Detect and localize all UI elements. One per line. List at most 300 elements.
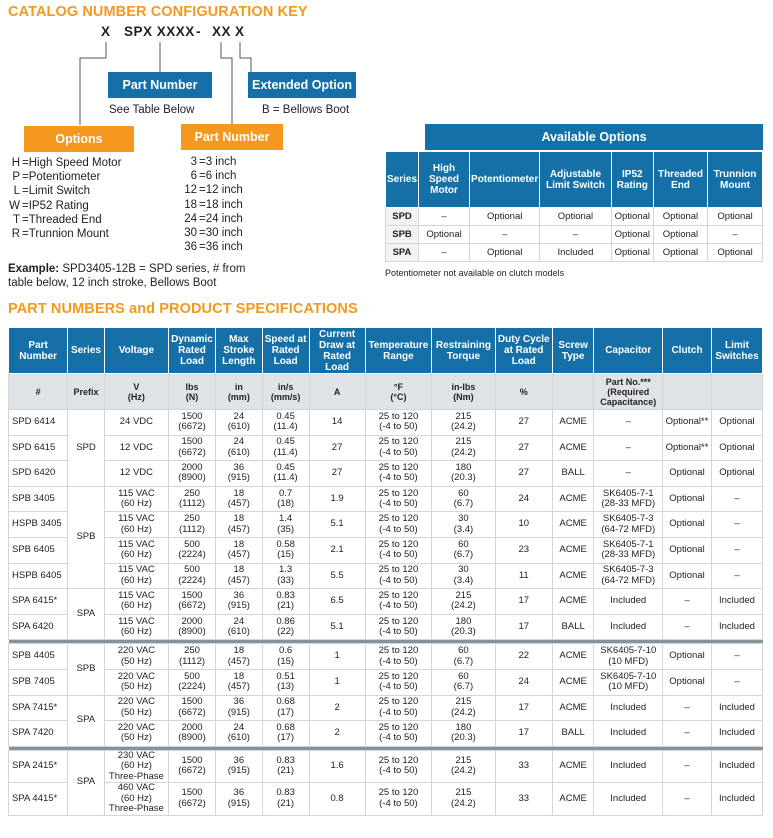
spec-cell: Optional bbox=[663, 669, 712, 695]
option-value: High Speed Motor bbox=[28, 157, 122, 169]
avail-row bbox=[386, 208, 763, 226]
spec-unit-cell: in/s (mm/s) bbox=[262, 374, 309, 410]
option-key: R bbox=[11, 228, 20, 241]
spec-cell: Optional bbox=[711, 410, 762, 436]
spec-cell: Optional** bbox=[663, 435, 712, 461]
spec-cell: – bbox=[711, 486, 762, 512]
specs-title: PART NUMBERS and PRODUCT SPECIFICATIONS bbox=[8, 301, 358, 317]
avail-header-cell: Threaded End bbox=[653, 152, 707, 208]
option-key: P bbox=[12, 171, 20, 184]
length-eq: = bbox=[199, 227, 206, 240]
spec-cell: 25 to 120 (-4 to 50) bbox=[365, 537, 432, 563]
length-key: 30 bbox=[184, 227, 197, 240]
example bbox=[8, 262, 258, 290]
spec-cell: – bbox=[663, 783, 712, 816]
length-eq: = bbox=[199, 184, 206, 197]
part-number-cell: SPA 7415* bbox=[9, 695, 68, 721]
avail-cell: Optional bbox=[540, 208, 611, 226]
spec-cell: 18 (457) bbox=[215, 669, 262, 695]
code-length: XX bbox=[212, 24, 232, 39]
spec-cell: 0.7 (18) bbox=[262, 486, 309, 512]
spec-cell: 17 bbox=[495, 695, 552, 721]
table-row bbox=[9, 644, 763, 670]
spec-cell: 30 (3.4) bbox=[432, 512, 495, 538]
options-list bbox=[0, 156, 121, 241]
options-box: Options bbox=[24, 126, 134, 152]
length-key: 24 bbox=[184, 212, 197, 225]
spec-header-cell: Limit Switches bbox=[711, 328, 762, 374]
connector-options bbox=[80, 42, 106, 125]
spec-cell: 10 bbox=[495, 512, 552, 538]
part-number-cell: SPA 6415* bbox=[9, 589, 68, 615]
spec-cell: Included bbox=[711, 589, 762, 615]
avail-cell: – bbox=[419, 244, 470, 262]
spec-cell: 25 to 120 (-4 to 50) bbox=[365, 614, 432, 640]
length-item bbox=[175, 155, 243, 169]
table-row bbox=[9, 512, 763, 538]
avail-header-cell: Potentiometer bbox=[470, 152, 540, 208]
spec-cell: 60 (6.7) bbox=[432, 669, 495, 695]
spec-cell: 11 bbox=[495, 563, 552, 589]
spec-cell: SK6405-7-3 (64-72 MFD) bbox=[594, 512, 663, 538]
code-extended: X bbox=[235, 24, 245, 39]
spec-cell: 0.45 (11.4) bbox=[262, 461, 309, 487]
spec-cell: 25 to 120 (-4 to 50) bbox=[365, 435, 432, 461]
avail-header-row bbox=[386, 152, 763, 208]
spec-cell: – bbox=[711, 537, 762, 563]
spec-cell: Included bbox=[594, 750, 663, 783]
avail-cell: – bbox=[419, 208, 470, 226]
avail-header-cell: Trunnion Mount bbox=[708, 152, 763, 208]
spec-cell: ACME bbox=[552, 695, 594, 721]
spec-cell: 0.83 (21) bbox=[262, 783, 309, 816]
spec-unit-cell bbox=[552, 374, 594, 410]
series-cell: SPA bbox=[68, 695, 104, 746]
code-option-x: X bbox=[101, 24, 111, 39]
length-value: 24 inch bbox=[205, 212, 243, 225]
spec-cell: – bbox=[711, 563, 762, 589]
spec-cell: 24 bbox=[495, 669, 552, 695]
spec-cell: 0.83 (21) bbox=[262, 589, 309, 615]
option-eq: = bbox=[22, 228, 29, 241]
spec-cell: 215 (24.2) bbox=[432, 783, 495, 816]
avail-row bbox=[386, 226, 763, 244]
spec-cell: 22 bbox=[495, 644, 552, 670]
spec-cell: BALL bbox=[552, 461, 594, 487]
spec-cell: – bbox=[663, 589, 712, 615]
spec-cell: 0.51 (13) bbox=[262, 669, 309, 695]
part-number-box: Part Number bbox=[108, 72, 212, 98]
option-item bbox=[0, 170, 121, 184]
spec-cell: ACME bbox=[552, 563, 594, 589]
spec-cell: 220 VAC (50 Hz) bbox=[104, 644, 168, 670]
spec-cell: 27 bbox=[309, 435, 365, 461]
spec-header-cell: Part Number bbox=[9, 328, 68, 374]
spec-cell: 115 VAC (60 Hz) bbox=[104, 486, 168, 512]
option-item bbox=[0, 213, 121, 227]
spec-cell: 12 VDC bbox=[104, 435, 168, 461]
spec-unit-cell: V (Hz) bbox=[104, 374, 168, 410]
spec-header-cell: Capacitor bbox=[594, 328, 663, 374]
avail-cell: Optional bbox=[419, 226, 470, 244]
length-list bbox=[175, 155, 243, 254]
spec-cell: Optional bbox=[663, 644, 712, 670]
spec-cell: Optional** bbox=[663, 410, 712, 436]
spec-cell: 24 (610) bbox=[215, 435, 262, 461]
available-options-note: Potentiometer not available on clutch models bbox=[385, 268, 565, 278]
part-number-cell: SPA 2415* bbox=[9, 750, 68, 783]
option-value: Trunnion Mount bbox=[28, 228, 109, 241]
spec-cell: 0.86 (22) bbox=[262, 614, 309, 640]
length-item bbox=[175, 226, 243, 240]
spec-cell: 1.9 bbox=[309, 486, 365, 512]
length-eq: = bbox=[199, 170, 206, 183]
avail-cell: Optional bbox=[653, 208, 707, 226]
spec-cell: 230 VAC (60 Hz) Three-Phase bbox=[104, 750, 168, 783]
part-number-cell: SPB 6405 bbox=[9, 537, 68, 563]
spec-header-cell: Speed at Rated Load bbox=[262, 328, 309, 374]
spec-header-row bbox=[9, 328, 763, 374]
avail-cell: Optional bbox=[470, 244, 540, 262]
spec-unit-cell: lbs (N) bbox=[169, 374, 216, 410]
part-number-cell: SPD 6414 bbox=[9, 410, 68, 436]
spec-cell: Optional bbox=[663, 512, 712, 538]
spec-cell: ACME bbox=[552, 644, 594, 670]
length-item bbox=[175, 240, 243, 254]
spec-cell: 27 bbox=[495, 435, 552, 461]
spec-cell: Optional bbox=[663, 537, 712, 563]
spec-cell: 1 bbox=[309, 669, 365, 695]
avail-header-cell: High Speed Motor bbox=[419, 152, 470, 208]
spec-cell: 12 VDC bbox=[104, 461, 168, 487]
option-key: W bbox=[9, 199, 20, 212]
option-value: Potentiometer bbox=[28, 171, 101, 184]
length-eq: = bbox=[199, 198, 206, 211]
length-key: 6 bbox=[190, 170, 197, 183]
spec-cell: 1.4 (35) bbox=[262, 512, 309, 538]
spec-cell: 180 (20.3) bbox=[432, 461, 495, 487]
table-row bbox=[9, 695, 763, 721]
spec-cell: 115 VAC (60 Hz) bbox=[104, 589, 168, 615]
length-key: 18 bbox=[184, 198, 197, 211]
spec-unit-cell: in (mm) bbox=[215, 374, 262, 410]
spec-cell: 2 bbox=[309, 695, 365, 721]
spec-cell: 25 to 120 (-4 to 50) bbox=[365, 589, 432, 615]
spec-cell: – bbox=[711, 512, 762, 538]
part-number-cell: SPD 6420 bbox=[9, 461, 68, 487]
spec-cell: SK6405-7-3 (64-72 MFD) bbox=[594, 563, 663, 589]
spec-cell: 25 to 120 (-4 to 50) bbox=[365, 669, 432, 695]
spec-cell: Included bbox=[711, 695, 762, 721]
spec-cell: ACME bbox=[552, 486, 594, 512]
spec-cell: 18 (457) bbox=[215, 644, 262, 670]
spec-unit-cell: # bbox=[9, 374, 68, 410]
spec-cell: 0.8 bbox=[309, 783, 365, 816]
option-value: Threaded End bbox=[28, 213, 102, 226]
spec-cell: 180 (20.3) bbox=[432, 614, 495, 640]
series-cell: SPA bbox=[68, 589, 104, 640]
extended-option-note: B = Bellows Boot bbox=[262, 104, 350, 116]
spec-cell: – bbox=[663, 721, 712, 747]
spec-cell: ACME bbox=[552, 589, 594, 615]
spec-cell: 5.1 bbox=[309, 614, 365, 640]
example-label: Example: bbox=[8, 263, 60, 275]
spec-cell: 14 bbox=[309, 410, 365, 436]
spec-cell: 0.68 (17) bbox=[262, 721, 309, 747]
spec-header-cell: Series bbox=[68, 328, 104, 374]
length-item bbox=[175, 212, 243, 226]
spec-cell: 30 (3.4) bbox=[432, 563, 495, 589]
spec-cell: 1500 (6672) bbox=[169, 435, 216, 461]
spec-cell: ACME bbox=[552, 512, 594, 538]
connector-length bbox=[221, 42, 232, 124]
part-number-cell: SPB 3405 bbox=[9, 486, 68, 512]
spec-cell: – bbox=[663, 614, 712, 640]
spec-cell: Optional bbox=[711, 435, 762, 461]
spec-cell: 1500 (6672) bbox=[169, 695, 216, 721]
length-item bbox=[175, 198, 243, 212]
option-item bbox=[0, 227, 121, 241]
option-eq: = bbox=[22, 199, 29, 212]
spec-cell: 220 VAC (50 Hz) bbox=[104, 721, 168, 747]
available-options-table bbox=[385, 151, 763, 262]
table-row bbox=[9, 486, 763, 512]
avail-cell: Optional bbox=[653, 226, 707, 244]
spec-cell: 2000 (8900) bbox=[169, 721, 216, 747]
example-text: SPD3405-12B = SPD series, # from table below, 12 inch stroke, Bellows Boot bbox=[8, 263, 246, 289]
spec-cell: 215 (24.2) bbox=[432, 410, 495, 436]
spec-cell: 500 (2224) bbox=[169, 537, 216, 563]
spec-cell: 25 to 120 (-4 to 50) bbox=[365, 783, 432, 816]
option-value: Limit Switch bbox=[28, 185, 91, 198]
spec-cell: BALL bbox=[552, 721, 594, 747]
spec-cell: 24 (610) bbox=[215, 410, 262, 436]
length-value: 30 inch bbox=[205, 227, 243, 240]
spec-cell: 17 bbox=[495, 721, 552, 747]
spec-header-cell: Max Stroke Length bbox=[215, 328, 262, 374]
avail-cell: – bbox=[470, 226, 540, 244]
spec-cell: – bbox=[663, 695, 712, 721]
spec-cell: – bbox=[594, 461, 663, 487]
spec-cell: 1.3 (33) bbox=[262, 563, 309, 589]
spec-cell: 115 VAC (60 Hz) bbox=[104, 563, 168, 589]
avail-cell: Optional bbox=[653, 244, 707, 262]
spec-cell: SK6405-7-10 (10 MFD) bbox=[594, 644, 663, 670]
table-row bbox=[9, 614, 763, 640]
part-number-cell: SPA 4415* bbox=[9, 783, 68, 816]
spec-cell: 17 bbox=[495, 614, 552, 640]
spec-unit-cell: °F (°C) bbox=[365, 374, 432, 410]
spec-header-cell: Duty Cycle at Rated Load bbox=[495, 328, 552, 374]
spec-cell: 215 (24.2) bbox=[432, 750, 495, 783]
spec-header-cell: Temperature Range bbox=[365, 328, 432, 374]
avail-cell: Optional bbox=[611, 244, 653, 262]
avail-cell: – bbox=[540, 226, 611, 244]
part-number-cell: SPD 6415 bbox=[9, 435, 68, 461]
spec-cell: 460 VAC (60 Hz) Three-Phase bbox=[104, 783, 168, 816]
spec-cell: 215 (24.2) bbox=[432, 589, 495, 615]
part-number-cell: HSPB 6405 bbox=[9, 563, 68, 589]
spec-cell: 18 (457) bbox=[215, 537, 262, 563]
spec-cell: 18 (457) bbox=[215, 563, 262, 589]
spec-cell: 5.5 bbox=[309, 563, 365, 589]
spec-cell: 500 (2224) bbox=[169, 669, 216, 695]
spec-cell: ACME bbox=[552, 750, 594, 783]
length-eq: = bbox=[199, 212, 206, 225]
avail-row bbox=[386, 244, 763, 262]
code-part-number: SPX XXXX bbox=[124, 24, 195, 39]
spec-cell: 2000 (8900) bbox=[169, 461, 216, 487]
spec-cell: ACME bbox=[552, 783, 594, 816]
spec-cell: 36 (915) bbox=[215, 695, 262, 721]
spec-cell: 0.45 (11.4) bbox=[262, 410, 309, 436]
table-row bbox=[9, 721, 763, 747]
spec-cell: 250 (1112) bbox=[169, 512, 216, 538]
spec-unit-cell bbox=[711, 374, 762, 410]
spec-cell: Included bbox=[594, 721, 663, 747]
spec-cell: Included bbox=[711, 750, 762, 783]
spec-cell: Optional bbox=[663, 461, 712, 487]
spec-cell: 25 to 120 (-4 to 50) bbox=[365, 563, 432, 589]
table-row bbox=[9, 750, 763, 783]
spec-cell: 24 VDC bbox=[104, 410, 168, 436]
spec-cell: Included bbox=[711, 721, 762, 747]
spec-cell: 36 (915) bbox=[215, 783, 262, 816]
specs-table bbox=[8, 327, 763, 816]
connector-extended bbox=[240, 42, 251, 72]
series-cell: SPB bbox=[68, 486, 104, 588]
spec-cell: 115 VAC (60 Hz) bbox=[104, 512, 168, 538]
avail-cell: SPA bbox=[386, 244, 419, 262]
spec-header-cell: Screw Type bbox=[552, 328, 594, 374]
avail-cell: Optional bbox=[708, 208, 763, 226]
spec-cell: 0.68 (17) bbox=[262, 695, 309, 721]
length-key: 3 bbox=[190, 156, 197, 168]
spec-cell: ACME bbox=[552, 669, 594, 695]
length-box: Part Number bbox=[181, 124, 283, 150]
spec-cell: 27 bbox=[495, 410, 552, 436]
spec-cell: 60 (6.7) bbox=[432, 486, 495, 512]
spec-cell: 220 VAC (50 Hz) bbox=[104, 669, 168, 695]
spec-cell: 250 (1112) bbox=[169, 486, 216, 512]
spec-unit-cell: Prefix bbox=[68, 374, 104, 410]
spec-cell: 33 bbox=[495, 750, 552, 783]
option-eq: = bbox=[22, 157, 29, 169]
spec-cell: 25 to 120 (-4 to 50) bbox=[365, 512, 432, 538]
avail-cell: Optional bbox=[611, 208, 653, 226]
spec-cell: 25 to 120 (-4 to 50) bbox=[365, 486, 432, 512]
spec-cell: 215 (24.2) bbox=[432, 695, 495, 721]
spec-cell: Included bbox=[594, 614, 663, 640]
spec-cell: ACME bbox=[552, 435, 594, 461]
spec-cell: ACME bbox=[552, 537, 594, 563]
length-key: 36 bbox=[184, 241, 197, 254]
avail-cell: Optional bbox=[708, 244, 763, 262]
spec-cell: 25 to 120 (-4 to 50) bbox=[365, 644, 432, 670]
option-value: IP52 Rating bbox=[28, 199, 89, 212]
length-value: 6 inch bbox=[205, 170, 237, 183]
series-cell: SPD bbox=[68, 410, 104, 487]
spec-cell: – bbox=[594, 435, 663, 461]
spec-cell: SK6405-7-1 (28-33 MFD) bbox=[594, 486, 663, 512]
length-value: 18 inch bbox=[205, 198, 243, 211]
avail-header-cell: Series bbox=[386, 152, 419, 208]
option-eq: = bbox=[22, 171, 29, 184]
spec-header-cell: Voltage bbox=[104, 328, 168, 374]
option-item bbox=[0, 156, 121, 170]
spec-cell: 25 to 120 (-4 to 50) bbox=[365, 721, 432, 747]
spec-cell: 1 bbox=[309, 644, 365, 670]
spec-cell: SK6405-7-1 (28-33 MFD) bbox=[594, 537, 663, 563]
spec-cell: 0.83 (21) bbox=[262, 750, 309, 783]
spec-cell: Included bbox=[711, 614, 762, 640]
spec-cell: 180 (20.3) bbox=[432, 721, 495, 747]
spec-cell: 250 (1112) bbox=[169, 644, 216, 670]
spec-cell: 17 bbox=[495, 589, 552, 615]
spec-cell: ACME bbox=[552, 410, 594, 436]
spec-cell: 220 VAC (50 Hz) bbox=[104, 695, 168, 721]
spec-cell: Included bbox=[594, 783, 663, 816]
spec-cell: 25 to 120 (-4 to 50) bbox=[365, 461, 432, 487]
table-row bbox=[9, 537, 763, 563]
part-number-cell: SPB 7405 bbox=[9, 669, 68, 695]
avail-cell: Included bbox=[540, 244, 611, 262]
spec-cell: 2.1 bbox=[309, 537, 365, 563]
length-eq: = bbox=[199, 241, 206, 254]
spec-cell: 2000 (8900) bbox=[169, 614, 216, 640]
spec-cell: Optional bbox=[663, 486, 712, 512]
spec-cell: 1500 (6672) bbox=[169, 750, 216, 783]
spec-cell: SK6405-7-10 (10 MFD) bbox=[594, 669, 663, 695]
spec-cell: 6.5 bbox=[309, 589, 365, 615]
spec-header-cell: Clutch bbox=[663, 328, 712, 374]
spec-cell: 1500 (6672) bbox=[169, 410, 216, 436]
series-cell: SPB bbox=[68, 644, 104, 695]
table-row bbox=[9, 589, 763, 615]
spec-cell: 215 (24.2) bbox=[432, 435, 495, 461]
spec-cell: 5.1 bbox=[309, 512, 365, 538]
spec-unit-cell: Part No.*** (Required Capacitance) bbox=[594, 374, 663, 410]
part-number-cell: SPB 4405 bbox=[9, 644, 68, 670]
spec-cell: 18 (457) bbox=[215, 512, 262, 538]
spec-header-cell: Current Draw at Rated Load bbox=[309, 328, 365, 374]
config-title: CATALOG NUMBER CONFIGURATION KEY bbox=[8, 4, 308, 20]
spec-cell: – bbox=[711, 669, 762, 695]
spec-cell: 0.6 (15) bbox=[262, 644, 309, 670]
spec-cell: 25 to 120 (-4 to 50) bbox=[365, 410, 432, 436]
length-value: 3 inch bbox=[205, 156, 237, 168]
table-row bbox=[9, 410, 763, 436]
spec-cell: 115 VAC (60 Hz) bbox=[104, 537, 168, 563]
available-options-title: Available Options bbox=[425, 124, 763, 150]
spec-cell: 1500 (6672) bbox=[169, 589, 216, 615]
spec-cell: 27 bbox=[309, 461, 365, 487]
length-key: 12 bbox=[184, 184, 197, 197]
spec-header-cell: Restraining Torque bbox=[432, 328, 495, 374]
table-row bbox=[9, 435, 763, 461]
spec-cell: Included bbox=[594, 589, 663, 615]
spec-cell: 36 (915) bbox=[215, 750, 262, 783]
spec-cell: 115 VAC (60 Hz) bbox=[104, 614, 168, 640]
spec-cell: – bbox=[711, 644, 762, 670]
spec-cell: Included bbox=[594, 695, 663, 721]
spec-cell: – bbox=[663, 750, 712, 783]
spec-cell: 24 (610) bbox=[215, 614, 262, 640]
spec-cell: 2 bbox=[309, 721, 365, 747]
spec-cell: 33 bbox=[495, 783, 552, 816]
spec-cell: 24 bbox=[495, 486, 552, 512]
spec-cell: BALL bbox=[552, 614, 594, 640]
